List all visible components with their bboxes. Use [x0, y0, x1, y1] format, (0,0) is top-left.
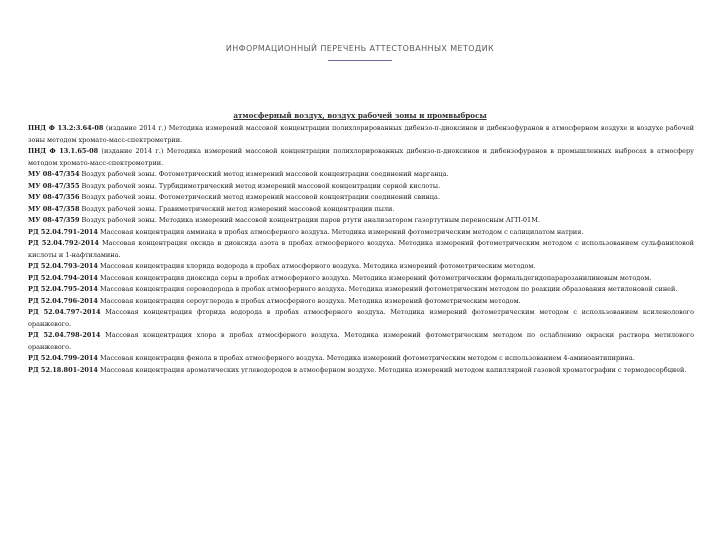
section-heading: атмосферный воздух, воздух рабочей зоны и промвыбросы — [233, 111, 487, 120]
method-code: РД 52.04.799-2014 — [28, 354, 98, 362]
method-description: Массовая концентрация диоксида серы в пробах атмосферного воздуха. Методика измерений фотометрическим формальдегидопарарозанилиновым методом. — [97, 273, 652, 282]
list-item — [28, 353, 694, 365]
list-item — [28, 192, 694, 204]
list-item — [28, 307, 694, 330]
method-description: Воздух рабочей зоны. Фотометрический метод измерений массовой концентрации соединений марганца. — [79, 170, 449, 178]
method-code: ПНД Ф 13.1.65-08 — [28, 147, 99, 155]
method-description: (издание 2014 г.) Методика измерений массовой концентрации полихлорированных дибензо-п-диоксинов и дибензофуранов в атмосферном воздухе и воздухе рабочей зоны методом хромато-масс-спектрометрии. — [28, 124, 694, 144]
list-item — [28, 365, 694, 377]
method-code: РД 52.04.798-2014 — [28, 331, 101, 339]
method-description: Воздух рабочей зоны. Методика измерений массовой концентрации паров ртути анализатором газортутным переносным АГП-01М. — [79, 216, 540, 224]
list-item — [28, 330, 694, 353]
method-code: МУ 08-47/355 — [28, 181, 80, 190]
method-description: Массовая концентрация аммиака в пробах атмосферного воздуха. Методика измерений фотометрическим методом с салицилатом натрия. — [97, 227, 584, 236]
method-code: РД 52.04.792-2014 — [28, 239, 99, 247]
method-code: РД 52.04.795-2014 — [28, 285, 98, 293]
list-item — [28, 169, 694, 181]
method-code: МУ 08-47/354 — [28, 170, 80, 178]
list-item — [28, 204, 694, 216]
method-code: МУ 08-47/359 — [28, 216, 80, 224]
method-code: МУ 08-47/358 — [28, 204, 80, 213]
list-item — [28, 146, 694, 169]
page-title: ИНФОРМАЦИОННЫЙ ПЕРЕЧЕНЬ АТТЕСТОВАННЫХ МЕТОДИК — [225, 44, 495, 53]
method-description: Массовая концентрация фенола в пробах атмосферного воздуха. Методика измерений фотометрическим методом с использованием 4-аминоантипирина. — [97, 354, 635, 362]
list-item — [28, 123, 694, 146]
method-description: Массовая концентрация ароматических углеводородов в атмосферном воздухе. Методика измерений методом капиллярной газовой хроматографии с термодесорбцией. — [97, 365, 687, 374]
method-description: Массовая концентрация фторида водорода в пробах атмосферного воздуха. Методика измерений фотометрическим методом с использованием ксиленолового оранжевого. — [28, 308, 695, 328]
list-item — [28, 261, 694, 273]
list-item — [28, 238, 694, 261]
method-description: Массовая концентрация сероводорода в пробах атмосферного воздуха. Методика измерений фотометрическим методом по реакции образования метиленовой синей. — [97, 285, 678, 293]
method-description: Массовая концентрация хлора в пробах атмосферного воздуха. Методика измерений фотометрическим методом по ослаблению окраски раствора метилового оранжевого. — [28, 331, 694, 351]
method-code: РД 52.18.801-2014 — [28, 365, 98, 374]
method-code: РД 52.04.797-2014 — [28, 308, 101, 316]
method-description: Массовая концентрация сероуглерода в пробах атмосферного воздуха. Методика измерений фотометрическим методом. — [97, 296, 521, 305]
title-underline — [328, 60, 392, 61]
list-item — [28, 215, 694, 227]
method-code: РД 52.04.796-2014 — [28, 296, 98, 305]
method-code: МУ 08-47/356 — [28, 193, 80, 201]
method-description: Массовая концентрация хлорида водорода в пробах атмосферного воздуха. Методика измерений фотометрическим методом. — [97, 262, 536, 270]
list-item — [28, 227, 694, 239]
method-description: Воздух рабочей зоны. Турбидиметрический метод измерений массовой концентрации серной кислоты. — [79, 181, 441, 190]
method-description: Воздух рабочей зоны. Гравиметрический метод измерений массовой концентрации пыли. — [79, 204, 395, 213]
method-code: РД 52.04.791-2014 — [28, 227, 98, 236]
method-description: Массовая концентрация оксида и диоксида азота в пробах атмосферного воздуха. Методика измерений фотометрическим методом с использованием сульфаниловой кислоты и 1-нафтиламина. — [28, 239, 694, 259]
method-code: РД 52.04.793-2014 — [28, 262, 98, 270]
list-item — [28, 273, 694, 285]
method-code: ПНД Ф 13.2:3.64-08 — [28, 124, 104, 132]
method-list — [28, 123, 694, 376]
list-item — [28, 284, 694, 296]
method-description: Воздух рабочей зоны. Фотометрический метод измерений массовой концентрации соединений свинца. — [79, 193, 440, 201]
list-item — [28, 296, 694, 308]
method-description: (издание 2014 г.) Методика измерений массовой концентрации полихлорированных дибензо-п-диоксинов и дибензофуранов в промышленных выбросах в атмосферу методом хромато-масс-спектрометрии. — [28, 147, 694, 167]
list-item — [28, 181, 694, 193]
method-code: РД 52.04.794-2014 — [28, 273, 98, 282]
